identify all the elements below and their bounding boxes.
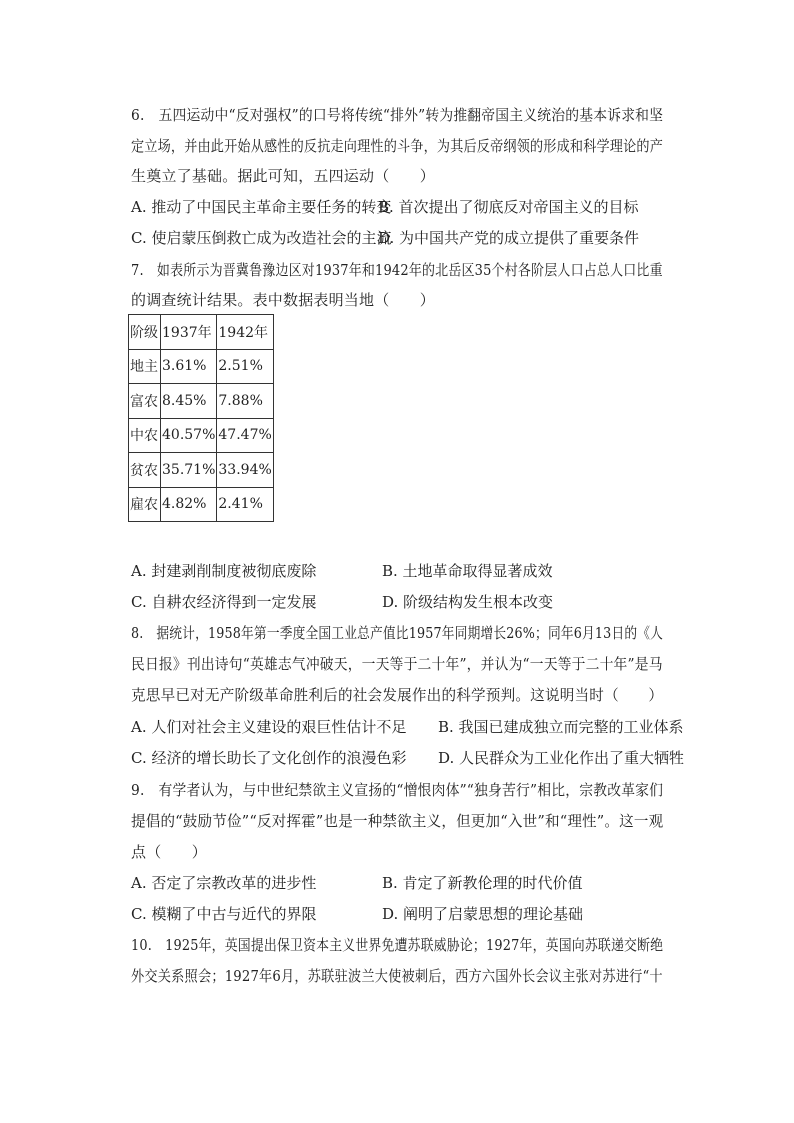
table-cell: 富农 xyxy=(129,384,161,419)
table-header-cell: 1937年 xyxy=(161,315,217,350)
table-cell: 4.82% xyxy=(161,487,217,522)
table-header-cell: 1942年 xyxy=(217,315,273,350)
q8-option-d[interactable]: D. 人民群众为工业化作出了重大牺牲 xyxy=(438,749,685,767)
q6-option-c[interactable]: C. 使启蒙压倒救亡成为改造社会的主流 xyxy=(131,229,392,247)
q9-option-b[interactable]: B. 肯定了新教伦理的时代价值 xyxy=(382,874,583,892)
table-row xyxy=(129,418,274,453)
q10-stem-line-1: 10. 1925年，英国提出保卫资本主义世界免遭苏联威胁论；1927年，英国向苏联递交断绝 xyxy=(131,936,664,954)
table-cell: 40.57% xyxy=(161,418,217,453)
q8-option-c[interactable]: C. 经济的增长助长了文化创作的浪漫色彩 xyxy=(131,749,407,767)
q7-stem-line-1: 7. 如表所示为晋冀鲁豫边区对1937年和1942年的北岳区35个村各阶层人口占总人口比重 xyxy=(131,261,663,279)
q6-option-d[interactable]: D. 为中国共产党的成立提供了重要条件 xyxy=(378,229,640,247)
q6-option-a[interactable]: A. 推动了中国民主革命主要任务的转变 xyxy=(131,198,392,216)
table-cell: 47.47% xyxy=(217,418,273,453)
table-header-cell: 阶级 xyxy=(129,315,161,350)
q7-option-a[interactable]: A. 封建剥削制度被彻底废除 xyxy=(131,562,317,580)
q6-stem-line-2: 定立场，并由此开始从感性的反抗走向理性的斗争，为其后反帝纲领的形成和科学理论的产 xyxy=(131,137,664,155)
table-header-row xyxy=(129,315,274,350)
table-row xyxy=(129,384,274,419)
table-cell: 33.94% xyxy=(217,453,273,488)
table-cell: 2.41% xyxy=(217,487,273,522)
class-population-table xyxy=(128,314,274,522)
table-row xyxy=(129,349,274,384)
q8-option-b[interactable]: B. 我国已建成独立而完整的工业体系 xyxy=(438,718,684,736)
q7-option-b[interactable]: B. 土地革命取得显著成效 xyxy=(382,562,553,580)
table-cell: 地主 xyxy=(129,349,161,384)
table-row xyxy=(129,487,274,522)
q7-option-c[interactable]: C. 自耕农经济得到一定发展 xyxy=(131,593,317,611)
q9-stem-line-3: 点（ ） xyxy=(131,843,208,861)
table-cell: 3.61% xyxy=(161,349,217,384)
table-cell: 35.71% xyxy=(161,453,217,488)
q6-stem-line-3: 生奠立了基础。据此可知，五四运动（ ） xyxy=(131,167,436,185)
table-row xyxy=(129,453,274,488)
table-cell: 2.51% xyxy=(217,349,273,384)
q7-stem-line-2: 的调查统计结果。表中数据表明当地（ ） xyxy=(131,291,436,309)
q9-option-c[interactable]: C. 模糊了中古与近代的界限 xyxy=(131,905,317,923)
q8-option-a[interactable]: A. 人们对社会主义建设的艰巨性估计不足 xyxy=(131,718,407,736)
q9-stem-line-2: 提倡的“鼓励节俭”“反对挥霍”也是一种禁欲主义，但更加“入世”和“理性”。这一观 xyxy=(131,812,664,830)
table-cell: 贫农 xyxy=(129,453,161,488)
q8-stem-line-2: 民日报》刊出诗句“英雄志气冲破天，一天等于二十年”，并认为“一天等于二十年”是马 xyxy=(131,655,663,673)
table-cell: 雇农 xyxy=(129,487,161,522)
q8-stem-line-3: 克思早已对无产阶级革命胜利后的社会发展作出的科学预判。这说明当时（ ） xyxy=(131,686,664,704)
q8-stem-line-1: 8. 据统计，1958年第一季度全国工业总产值比1957年同期增长26%；同年6月13日的《人 xyxy=(131,624,664,642)
q9-option-a[interactable]: A. 否定了宗教改革的进步性 xyxy=(131,874,317,892)
q9-stem-line-1: 9. 有学者认为，与中世纪禁欲主义宣扬的“憎恨肉体”“独身苦行”相比，宗教改革家们 xyxy=(131,781,664,799)
table-cell: 8.45% xyxy=(161,384,217,419)
table-cell: 7.88% xyxy=(217,384,273,419)
q6-stem-line-1: 6. 五四运动中“反对强权”的口号将传统“排外”转为推翻帝国主义统治的基本诉求和坚 xyxy=(131,106,664,124)
q10-stem-line-2: 外交关系照会；1927年6月，苏联驻波兰大使被刺后，西方六国外长会议主张对苏进行“十 xyxy=(131,967,663,985)
q7-option-d[interactable]: D. 阶级结构发生根本改变 xyxy=(382,593,554,611)
q6-option-b[interactable]: B. 首次提出了彻底反对帝国主义的目标 xyxy=(378,198,639,216)
q9-option-d[interactable]: D. 阐明了启蒙思想的理论基础 xyxy=(382,905,584,923)
table-cell: 中农 xyxy=(129,418,161,453)
